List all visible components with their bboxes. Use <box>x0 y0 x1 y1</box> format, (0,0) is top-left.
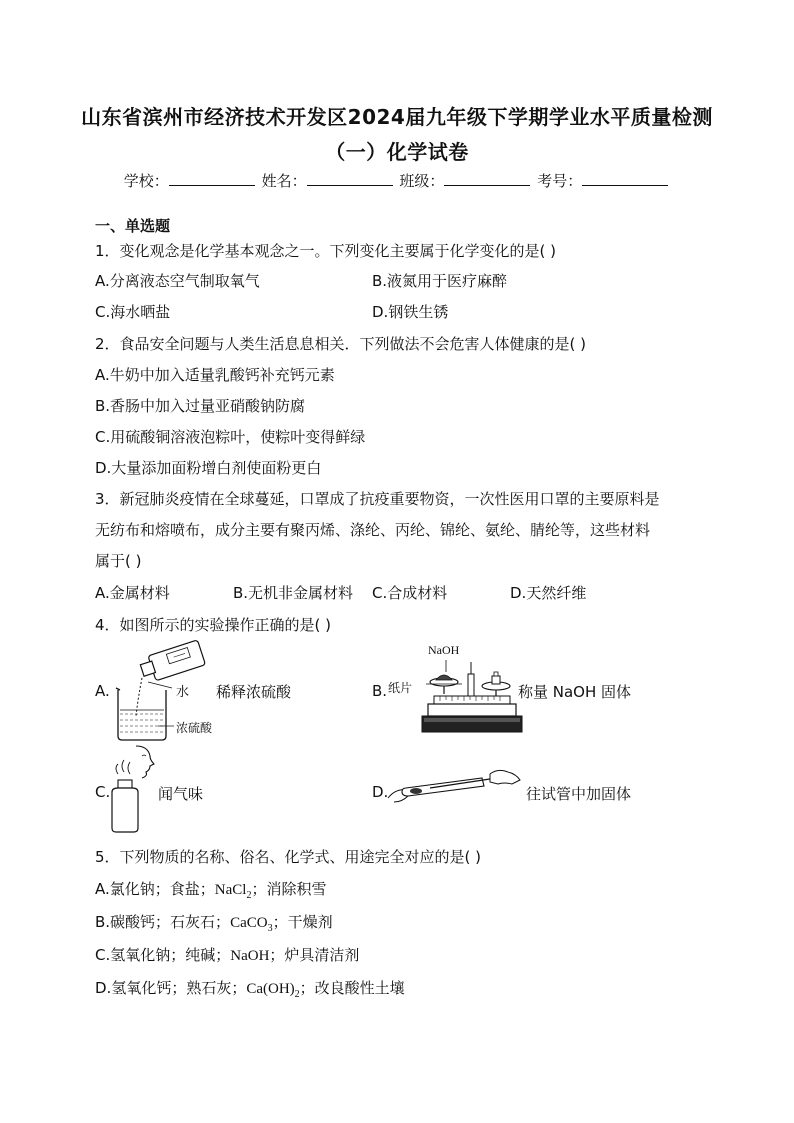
question-4-stem: 4．如图所示的实验操作正确的是( ) <box>95 616 332 634</box>
q4-option-d-letter: D. <box>372 783 389 801</box>
q5-option-c <box>95 944 359 965</box>
q5-option-b-formula <box>230 915 273 934</box>
q5-option-d-formula <box>246 981 300 1000</box>
q2-option-d: D.大量添加面粉增白剂使面粉更白 <box>95 459 322 477</box>
balance-illustration <box>418 656 524 736</box>
q3-option-b: B.无机非金属材料 <box>233 584 354 602</box>
q4-option-b-caption <box>518 681 631 702</box>
q5-option-a-suffix: ；消除积雪 <box>251 880 327 898</box>
q5-option-b-prefix: B.碳酸钙；石灰石； <box>95 913 231 931</box>
q5-option-b-suffix: ；干燥剂 <box>272 913 333 931</box>
question-3-stem-line-1: 3．新冠肺炎疫情在全球蔓延，口罩成了抗疫重要物资，一次性医用口罩的主要原料是 <box>95 490 660 508</box>
page-subtitle: （一）化学试卷 <box>325 140 469 164</box>
q4-option-c-caption: 闻气味 <box>158 785 204 803</box>
student-info-line <box>0 170 794 191</box>
q5-option-a <box>95 878 326 901</box>
section-heading: 一、单选题 <box>95 217 171 235</box>
question-3-stem-line-2: 无纺布和熔喷布，成分主要有聚丙烯、涤纶、丙纶、锦纶、氨纶、腈纶等，这些材料 <box>95 521 651 539</box>
acid-label: 浓硫酸 <box>176 721 213 735</box>
q5-option-b-formula-sub: 3 <box>267 923 273 934</box>
name-label: 姓名： <box>261 172 307 190</box>
question-5-stem: 5．下列物质的名称、俗名、化学式、用途完全对应的是( ) <box>95 848 482 866</box>
q4-option-a-letter: A. <box>95 682 110 700</box>
q5-option-d-formula-main: Ca(OH) <box>246 981 295 997</box>
q3-option-c: C.合成材料 <box>372 584 448 602</box>
q5-option-a-prefix: A.氯化钠；食盐； <box>95 880 215 898</box>
q4-option-a-caption: 稀释浓硫酸 <box>216 683 292 701</box>
q1-option-a: A.分离液态空气制取氧气 <box>95 272 260 290</box>
question-3-stem-line-3: 属于( ) <box>95 552 142 570</box>
water-label: 水 <box>176 685 190 700</box>
school-field[interactable] <box>169 171 255 186</box>
test-tube-illustration <box>386 768 522 808</box>
q4-option-b-letter: B. <box>372 682 388 700</box>
class-label: 班级： <box>399 172 445 190</box>
number-field[interactable] <box>582 171 668 186</box>
question-1-stem: 1．变化观念是化学基本观念之一。下列变化主要属于化学变化的是( ) <box>95 242 557 260</box>
q5-option-c-prefix: C.氢氧化钠；纯碱； <box>95 946 231 964</box>
q5-option-d-suffix: ；改良酸性土壤 <box>299 979 405 997</box>
q1-option-c: C.海水晒盐 <box>95 303 171 321</box>
q5-option-b-formula-main: CaCO <box>230 915 268 931</box>
school-label: 学校： <box>123 172 169 190</box>
q5-option-c-formula: NaOH <box>230 948 270 964</box>
q3-option-d: D.天然纤维 <box>510 584 587 602</box>
q5-option-d-prefix: D.氢氧化钙；熟石灰； <box>95 979 247 997</box>
q3-option-a: A.金属材料 <box>95 584 170 602</box>
question-2-stem: 2．食品安全问题与人类生活息息相关．下列做法不会危害人体健康的是( ) <box>95 335 587 353</box>
q4-option-b-caption-text: 称量 NaOH 固体 <box>518 683 632 701</box>
q5-option-c-suffix: ；炉具清洁剂 <box>269 946 360 964</box>
q2-option-a: A.牛奶中加入适量乳酸钙补充钙元素 <box>95 366 335 384</box>
number-label: 考号： <box>537 172 583 190</box>
smelling-illustration <box>106 744 162 834</box>
q4-option-c-letter: C. <box>95 783 111 801</box>
name-field[interactable] <box>307 171 393 186</box>
q1-option-b: B.液氮用于医疗麻醉 <box>372 272 508 290</box>
q5-option-b <box>95 911 333 934</box>
q2-option-c: C.用硫酸铜溶液泡粽叶，使粽叶变得鲜绿 <box>95 428 366 446</box>
q5-option-a-formula <box>214 882 252 901</box>
naoh-label: NaOH <box>428 643 460 657</box>
q5-option-d <box>95 977 405 1000</box>
q5-option-a-formula-main: NaCl <box>214 882 247 898</box>
q2-option-b: B.香肠中加入过量亚硝酸钠防腐 <box>95 397 306 415</box>
q1-option-d: D.钢铁生锈 <box>372 303 449 321</box>
q4-option-d-caption: 往试管中加固体 <box>526 785 632 803</box>
class-field[interactable] <box>444 171 530 186</box>
paper-label: 纸片 <box>388 681 413 695</box>
q5-option-d-formula-sub: 2 <box>294 989 300 1000</box>
q5-option-a-formula-sub: 2 <box>246 890 252 901</box>
page-title: 山东省滨州市经济技术开发区2024届九年级下学期学业水平质量检测 <box>81 105 713 129</box>
